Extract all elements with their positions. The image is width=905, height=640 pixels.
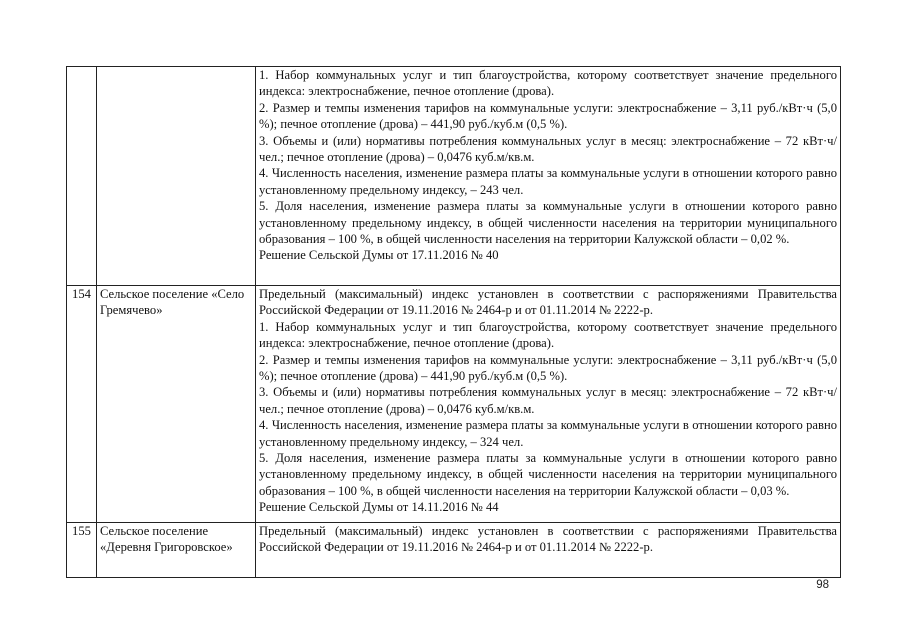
page-number: 98: [816, 579, 829, 591]
table-row: [67, 286, 841, 523]
settlement-name-cell: Сельское поселение «Село Гремячево»: [97, 286, 256, 523]
row-number-cell: 155: [67, 523, 97, 578]
table-row: [67, 67, 841, 286]
description-paragraph: 3. Объемы и (или) нормативы потребления коммунальных услуг в месяц: электроснабжение – 72 кВт·ч/чел.; печное отопление (дрова) – 0,0476 куб.м/кв.м.: [259, 385, 837, 416]
description-paragraph: 5. Доля населения, изменение размера платы за коммунальные услуги в отношении которого равно установленному предельному индексу, в общей численности населения на территории муниципального образования – 100 %, в общей численности населения на территории Калужской области – 0,03 %.: [259, 451, 837, 498]
description-paragraph: Предельный (максимальный) индекс установлен в соответствии с распоряжениями Правительства Российской Федерации от 19.11.2016 № 2464-р и от 01.11.2014 № 2222-р.: [259, 524, 837, 555]
description-paragraph: 2. Размер и темпы изменения тарифов на коммунальные услуги: электроснабжение – 3,11 руб./кВт·ч (5,0 %); печное отопление (дрова) – 441,90 руб./куб.м (0,5 %).: [259, 352, 837, 384]
description-cell: [256, 523, 841, 578]
description-paragraph: Предельный (максимальный) индекс установлен в соответствии с распоряжениями Правительства Российской Федерации от 19.11.2016 № 2464-р и от 01.11.2014 № 2222-р.: [259, 287, 837, 318]
description-paragraph: 1. Набор коммунальных услуг и тип благоустройства, которому соответствует значение предельного индекса: электроснабжение, печное отопление (дрова).: [259, 68, 837, 99]
settlement-name-cell: [97, 67, 256, 286]
row-number-cell: [67, 67, 97, 286]
description-paragraph: 5. Доля населения, изменение размера платы за коммунальные услуги в отношении которого равно установленному предельному индексу, в общей численности населения на территории муниципального образования – 100 %, в общей численности населения на территории Калужской области – 0,02 %.: [259, 199, 837, 247]
description-cell: [256, 67, 841, 286]
municipal-index-table: [66, 66, 841, 578]
description-paragraph: 4. Численность населения, изменение размера платы за коммунальные услуги в отношении которого равно установленному предельному индексу, – 243 чел.: [259, 166, 837, 197]
description-paragraph: 1. Набор коммунальных услуг и тип благоустройства, которому соответствует значение предельного индекса: электроснабжение, печное отопление (дрова).: [259, 319, 837, 351]
settlement-name-cell: Сельское поселение «Деревня Григоровское»: [97, 523, 256, 578]
decision-reference: Решение Сельской Думы от 17.11.2016 № 40: [259, 248, 499, 263]
decision-reference: Решение Сельской Думы от 14.11.2016 № 44: [259, 500, 499, 515]
description-paragraph: 2. Размер и темпы изменения тарифов на коммунальные услуги: электроснабжение – 3,11 руб./кВт·ч (5,0 %); печное отопление (дрова) – 441,90 руб./куб.м (0,5 %).: [259, 100, 837, 132]
description-paragraph: 4. Численность населения, изменение размера платы за коммунальные услуги в отношении которого равно установленному предельному индексу, – 324 чел.: [259, 418, 837, 449]
description-cell: [256, 286, 841, 523]
table-row: [67, 523, 841, 578]
row-number-cell: 154: [67, 286, 97, 523]
description-paragraph: 3. Объемы и (или) нормативы потребления коммунальных услуг в месяц: электроснабжение – 72 кВт·ч/чел.; печное отопление (дрова) – 0,0476 куб.м/кв.м.: [259, 133, 837, 165]
